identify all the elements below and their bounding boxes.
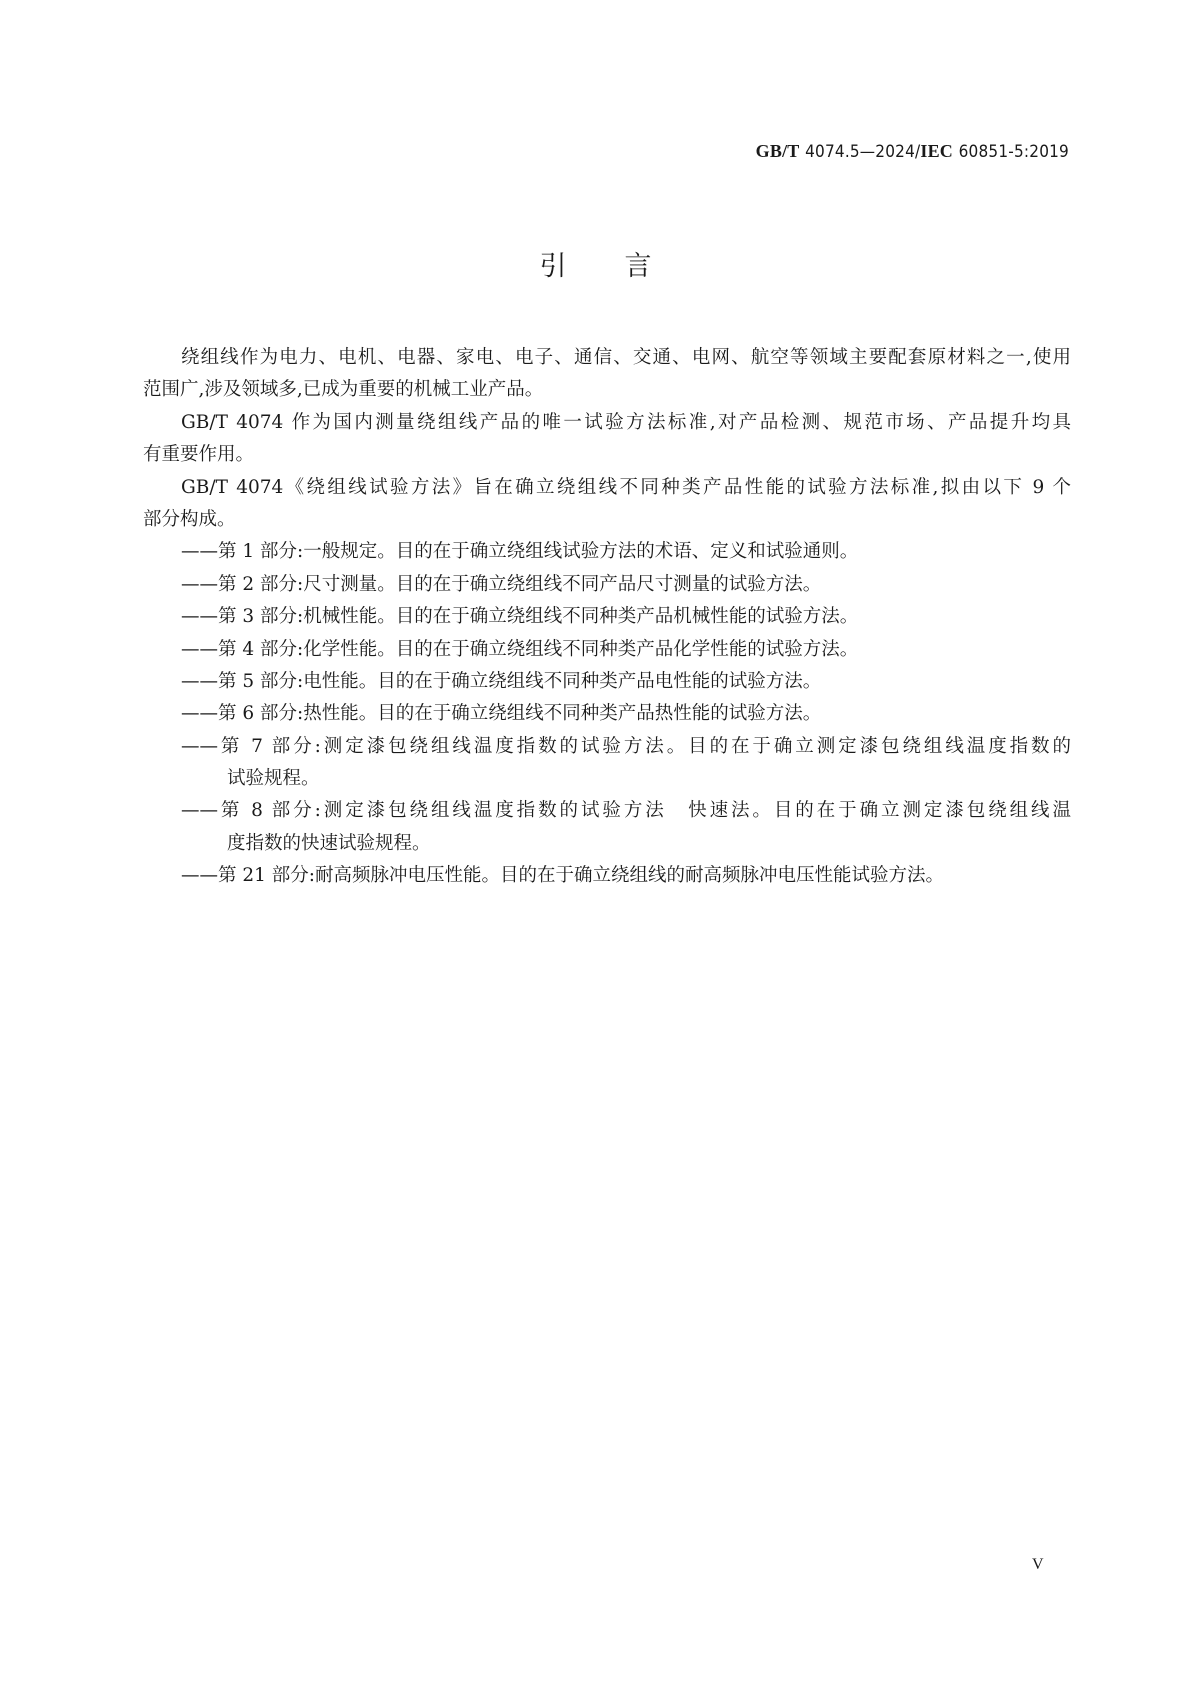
text-line: ——第 1 部分:一般规定。目的在于确立绕组线试验方法的术语、定义和试验通则。	[181, 541, 859, 563]
text-line: 度指数的快速试验规程。	[227, 832, 431, 854]
iec-code: IEC	[920, 141, 954, 161]
standard-code: GB/T	[755, 141, 800, 161]
text-line: ——第 3 部分:机械性能。目的在于确立绕组线不同种类产品机械性能的试验方法。	[181, 606, 859, 628]
text-line: 绕组线作为电力、电机、电器、家电、电子、通信、交通、电网、航空等领域主要配套原材料之一,使用	[181, 347, 1071, 368]
text-line: ——第 7 部分:测定漆包绕组线温度指数的试验方法。目的在于确立测定漆包绕组线温度指数的	[181, 735, 1071, 757]
page-title: 引言	[539, 251, 710, 282]
text-line: 部分构成。	[143, 508, 236, 530]
list-item	[143, 795, 1071, 860]
page-number: V	[1032, 1556, 1044, 1573]
list-item	[143, 698, 1071, 730]
paragraph	[143, 407, 1071, 472]
list-item	[143, 634, 1071, 666]
list-item	[143, 666, 1071, 698]
document-body	[143, 342, 1071, 893]
text-line: 有重要作用。	[143, 444, 255, 466]
list-item	[143, 536, 1071, 568]
text-line: 试验规程。	[227, 768, 320, 790]
list-item	[143, 731, 1071, 796]
list-item	[143, 601, 1071, 633]
text-line: ——第 21 部分:耐高频脉冲电压性能。目的在于确立绕组线的耐高频脉冲电压性能试验方法。	[181, 865, 945, 887]
paragraph	[143, 342, 1071, 407]
text-line: ——第 8 部分:测定漆包绕组线温度指数的试验方法 快速法。目的在于确立测定漆包绕组线温	[181, 800, 1071, 822]
text-line: ——第 6 部分:热性能。目的在于确立绕组线不同种类产品热性能的试验方法。	[181, 703, 822, 725]
list-item	[143, 569, 1071, 601]
text-line: 范围广,涉及领域多,已成为重要的机械工业产品。	[143, 379, 544, 401]
running-header	[756, 141, 1069, 162]
text-line: ——第 5 部分:电性能。目的在于确立绕组线不同种类产品电性能的试验方法。	[181, 670, 822, 692]
text-line: ——第 2 部分:尺寸测量。目的在于确立绕组线不同产品尺寸测量的试验方法。	[181, 573, 822, 595]
text-line: GB/T 4074 作为国内测量绕组线产品的唯一试验方法标准,对产品检测、规范市场、产品提升均具	[181, 411, 1071, 433]
text-line: ——第 4 部分:化学性能。目的在于确立绕组线不同种类产品化学性能的试验方法。	[181, 638, 859, 660]
list-item	[143, 860, 1071, 892]
iec-number: 60851-5:2019	[958, 142, 1069, 162]
text-line: GB/T 4074《绕组线试验方法》旨在确立绕组线不同种类产品性能的试验方法标准,拟由以下 9 个	[181, 476, 1071, 498]
paragraph	[143, 472, 1071, 537]
standard-number: 4074.5—2024/	[805, 142, 921, 162]
